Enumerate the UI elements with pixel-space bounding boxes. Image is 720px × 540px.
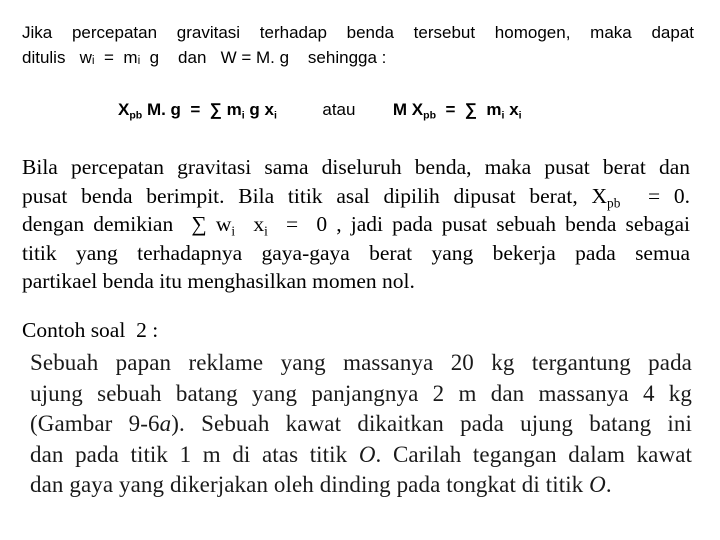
subscript: pb (607, 195, 621, 211)
problem-line-2: ujung sebuah batang yang panjangnya 2 m dan massanya 4 kg (30, 380, 692, 406)
italic-text: a (159, 411, 172, 436)
explanation-line-1: Bila percepatan gravitasi sama diseluruh benda, maka pusat berat dan (22, 155, 690, 179)
intro-paragraph (22, 20, 694, 70)
example-heading: Contoh soal 2 : (22, 318, 159, 342)
formula-sub: i (273, 109, 277, 122)
formula-sub: pb (129, 109, 143, 122)
text-part: dengan demikian ∑ w (22, 212, 232, 236)
formula-sub: i (518, 109, 522, 122)
explanation-line-2 (22, 182, 690, 211)
problem-line-1: Sebuah papan reklame yang massanya 20 kg tergantung pada (30, 350, 692, 375)
text-part: (Gambar 9-6 (30, 411, 160, 436)
explanation-line-3 (22, 210, 690, 239)
text-part: x (235, 212, 265, 236)
formula-left-part: M. g = ∑ m (142, 100, 242, 119)
text-part: dan pada titik 1 m di atas titik (30, 441, 359, 467)
example-problem-text (30, 348, 692, 501)
subscript: i (231, 223, 236, 239)
formula-sub: pb (423, 109, 437, 122)
text-part: dan gaya yang dikerjakan oleh dinding pada tongkat di titik (30, 472, 590, 497)
formula-or-word: atau (322, 100, 356, 119)
text-part: = 0. (620, 183, 690, 208)
text-part: . (605, 472, 612, 497)
subscript: i (264, 223, 268, 239)
explanation-line-5: partikael benda itu menghasilkan momen nol. (22, 269, 415, 293)
center-of-gravity-formula (118, 100, 522, 120)
formula-sub: i (501, 109, 505, 122)
explanation-paragraph (22, 153, 690, 296)
text-part: . Carilah tegangan dalam kawat (375, 441, 692, 467)
formula-right-part: = ∑ m (436, 100, 502, 119)
problem-line-4 (30, 440, 692, 471)
intro-line-1: Jika percepatan gravitasi terhadap benda tersebut homogen, maka dapat (22, 23, 694, 42)
problem-line-5 (30, 470, 692, 501)
formula-sub: i (241, 109, 245, 122)
formula-left-part: g x (244, 100, 274, 119)
text-part: = 0 , jadi pada pusat sebuah benda sebagai (267, 212, 691, 236)
formula-right-part: x (504, 100, 519, 119)
text-part: ). Sebuah kawat dikaitkan pada ujung batang ini (171, 411, 693, 436)
italic-text: O (589, 472, 606, 497)
text-part: pusat benda berimpit. Bila titik asal dipilih dipusat berat, X (22, 183, 608, 208)
italic-text: O (358, 441, 376, 467)
problem-line-3 (30, 409, 692, 440)
formula-left-x: X (118, 100, 130, 119)
intro-line-2: ditulis wᵢ = mᵢ g dan W = M. g sehingga : (22, 48, 387, 67)
formula-right-mx: M X (392, 100, 424, 119)
explanation-line-4: titik yang terhadapnya gaya-gaya berat yang bekerja pada semua (22, 240, 690, 265)
